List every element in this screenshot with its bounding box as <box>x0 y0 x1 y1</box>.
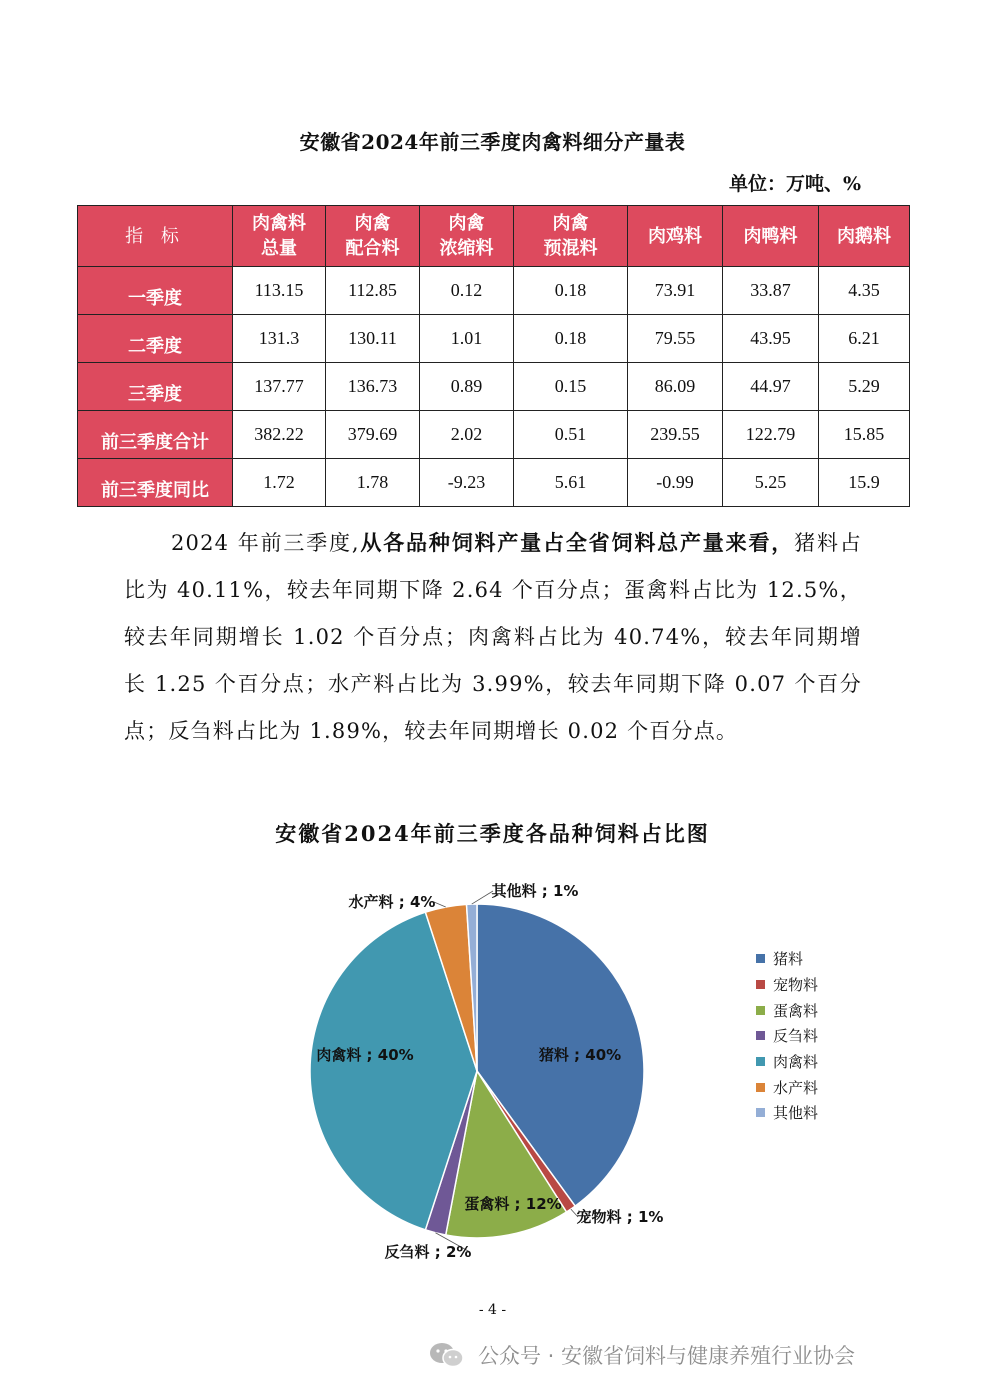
row-label: 三季度 <box>78 363 233 411</box>
table-header-cell: 肉鸭料 <box>723 206 819 267</box>
legend-item <box>756 1100 818 1126</box>
table-cell: 5.29 <box>819 363 910 411</box>
table-cell: 1.78 <box>326 459 420 507</box>
table-header-cell: 指 标 <box>78 206 233 267</box>
chart-title: 安徽省2024年前三季度各品种饲料占比图 <box>275 821 710 846</box>
legend-swatch <box>756 1108 765 1117</box>
table-title: 安徽省2024年前三季度肉禽料细分产量表 <box>299 130 686 154</box>
table-cell: 0.89 <box>420 363 514 411</box>
table-cell: 4.35 <box>819 267 910 315</box>
pie-leader-line <box>434 902 446 907</box>
table-cell: 0.18 <box>514 267 628 315</box>
table-cell: 1.01 <box>420 315 514 363</box>
pie-data-label: 其他料 ; 1% <box>491 882 579 900</box>
legend-swatch <box>756 1083 765 1092</box>
paragraph-bold: 从各品种饲料产量占全省饲料总产量来看， <box>359 530 795 555</box>
pie-data-label: 宠物料 ; 1% <box>576 1208 664 1226</box>
legend-label: 其他料 <box>773 1104 819 1123</box>
table-cell: 15.85 <box>819 411 910 459</box>
table-header-row <box>78 206 910 267</box>
legend-swatch <box>756 980 765 989</box>
chart-legend <box>756 946 818 1126</box>
legend-item <box>756 1023 818 1049</box>
pie-leader-line <box>472 891 493 904</box>
footer-text: 公众号 · 安徽省饲料与健康养殖行业协会 <box>478 1344 856 1368</box>
footer-watermark <box>428 1340 855 1370</box>
table-cell: 379.69 <box>326 411 420 459</box>
table-cell: 79.55 <box>628 315 723 363</box>
pie-chart <box>0 860 985 1280</box>
table-cell: 122.79 <box>723 411 819 459</box>
table-cell: 2.02 <box>420 411 514 459</box>
table-cell: 136.73 <box>326 363 420 411</box>
table-cell: -0.99 <box>628 459 723 507</box>
table-header-cell: 肉禽 配合料 <box>326 206 420 267</box>
table-cell: 15.9 <box>819 459 910 507</box>
pie-data-label: 反刍料 ; 2% <box>384 1243 472 1261</box>
table-row <box>78 411 910 459</box>
page-number: - 4 - <box>478 1302 507 1318</box>
table-cell: 0.15 <box>514 363 628 411</box>
table-row <box>78 315 910 363</box>
table-cell: 382.22 <box>233 411 326 459</box>
row-label: 一季度 <box>78 267 233 315</box>
table-cell: 44.97 <box>723 363 819 411</box>
legend-swatch <box>756 1031 765 1040</box>
table-cell: 0.51 <box>514 411 628 459</box>
table-unit: 单位：万吨、% <box>728 173 861 195</box>
table-row <box>78 459 910 507</box>
analysis-paragraph <box>124 519 862 755</box>
meat-feed-table <box>77 205 910 507</box>
table-cell: 0.12 <box>420 267 514 315</box>
legend-item <box>756 1049 818 1075</box>
table-cell: 86.09 <box>628 363 723 411</box>
table-header-cell: 肉鹅料 <box>819 206 910 267</box>
paragraph-lead: 2024 年前三季度, <box>171 531 360 555</box>
legend-label: 肉禽料 <box>773 1053 819 1072</box>
table-cell: 0.18 <box>514 315 628 363</box>
legend-label: 宠物料 <box>773 976 819 995</box>
table-cell: 5.61 <box>514 459 628 507</box>
table-cell: 73.91 <box>628 267 723 315</box>
table-header-cell: 肉鸡料 <box>628 206 723 267</box>
legend-swatch <box>756 954 765 963</box>
wechat-icon <box>428 1341 466 1369</box>
legend-swatch <box>756 1006 765 1015</box>
table-cell: 131.3 <box>233 315 326 363</box>
legend-label: 猪料 <box>773 950 804 969</box>
table-cell: 5.25 <box>723 459 819 507</box>
paragraph-rest: 猪料占比为 40.11%，较去年同期下降 2.64 个百分点；蛋禽料占比为 12.5%，较去年同期增长 1.02 个百分点；肉禽料占比为 40.74%，较去年同期增长 1.25 个百分点；水产料占比为 3.99%，较去年同期下降 0.07 个百分点；反刍料占比为 1.89%，较去年同期增长 0.02 个百分点。 <box>124 531 862 743</box>
table-cell: 130.11 <box>326 315 420 363</box>
legend-item <box>756 946 818 972</box>
table-cell: 113.15 <box>233 267 326 315</box>
table-cell: 33.87 <box>723 267 819 315</box>
pie-data-label: 肉禽料 ; 40% <box>316 1046 414 1064</box>
legend-label: 水产料 <box>773 1078 819 1097</box>
table-header-cell: 肉禽 预混料 <box>514 206 628 267</box>
table-cell: 137.77 <box>233 363 326 411</box>
legend-item <box>756 972 818 998</box>
pie-data-label: 水产料 ; 4% <box>348 893 436 911</box>
table-header-cell: 肉禽料 总量 <box>233 206 326 267</box>
legend-swatch <box>756 1057 765 1066</box>
table-cell: 239.55 <box>628 411 723 459</box>
pie-data-label: 猪料 ; 40% <box>538 1046 622 1064</box>
table-cell: -9.23 <box>420 459 514 507</box>
pie-data-label: 蛋禽料 ; 12% <box>464 1195 562 1213</box>
table-cell: 1.72 <box>233 459 326 507</box>
row-label: 前三季度同比 <box>78 459 233 507</box>
row-label: 二季度 <box>78 315 233 363</box>
table-header-cell: 肉禽 浓缩料 <box>420 206 514 267</box>
table-row <box>78 363 910 411</box>
legend-label: 蛋禽料 <box>773 1001 819 1020</box>
table-cell: 112.85 <box>326 267 420 315</box>
table-cell: 43.95 <box>723 315 819 363</box>
table-row <box>78 267 910 315</box>
row-label: 前三季度合计 <box>78 411 233 459</box>
legend-item <box>756 1074 818 1100</box>
legend-item <box>756 997 818 1023</box>
legend-label: 反刍料 <box>773 1027 819 1046</box>
table-cell: 6.21 <box>819 315 910 363</box>
